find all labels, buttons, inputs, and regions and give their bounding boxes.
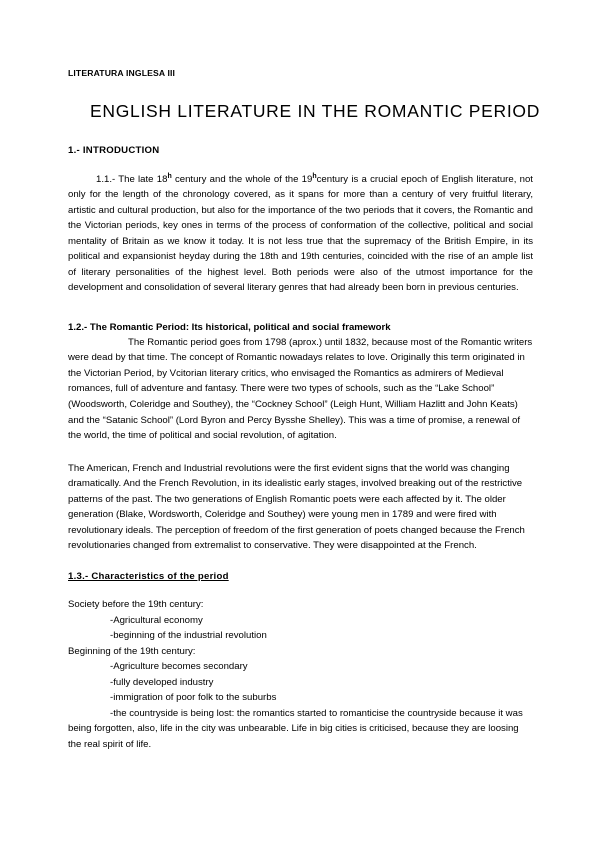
list-lead-before-19th: Society before the 19th century: xyxy=(68,599,204,611)
section-spacer xyxy=(68,554,533,571)
countryside-marker-text: -the countryside is being lost: the romantics started to romanticise the countryside xyxy=(110,707,457,719)
page-title: ENGLISH LITERATURE IN THE ROMANTIC PERIOD xyxy=(90,101,541,122)
ordinal-superscript-19: h xyxy=(312,172,317,180)
section-heading-characteristics: 1.3.- Characteristics of the period xyxy=(68,570,229,582)
intro-text-part-c: century is a crucial epoch of English literature, not only for the length of the chronology covered, as it spans for more than a century of very fruitful literary, artistic and cultural production, but also for the importance of the two periods that it covers, the Romantic and the Victorian periods, key ones in terms of the process of conformation of the collective, political and social mentality of Britain as we know it today. It is not less true that the supremacy of the British Empire, in its political and expansionist heyday during the 18th and 19th centuries, coincided with the rise of an ample list of literary personalities of the highest level. Both periods were also of the utmost importance for the development and consolidation of several literary genres that had already been born in previous centuries. xyxy=(68,173,533,294)
intro-text-part-a: 1.1.- The late 18 xyxy=(96,173,168,185)
paragraph-countryside xyxy=(68,706,533,753)
romantic-period-text: The Romantic period goes from 1798 (aprox.) until 1832, because most of the Romantic writers were dead by that time. The concept of Romantic nowadays relates to love. Originally this term originated in the Victorian Period, by Vcitorian literary critics, who envisaged the Romantics as admirers of Medieval romances, full of adventure and fantasy. There were two types of schools, such as the “Lake School” (Woodsworth, Coleridge and Southey), the “Cockney School” (Leigh Hunt, William Hazlitt and John Keats) and the “Satanic School” (Lord Byron and Percy Bysshe Shelley). This was a time of promise, a renewal of the world, the time of political and social revolution, of agitation. xyxy=(68,336,533,442)
paragraph-introduction xyxy=(68,172,533,296)
intro-text-part-b: century and the whole of the 19 xyxy=(171,173,313,185)
paragraph-revolutions: The American, French and Industrial revolutions were the first evident signs that the world was changing dramatically. And the French Revolution, in its idealistic early stages, involved breaking out of the restrictive patterns of the past. The two generations of English Romantic poets were each affected by it. The older generation (Blake, Wordsworth, Coleridge and Southey) were young men in 1789 and were fired with revolutionary ideals. The perception of freedom of the first generation of poets changed because the French revolutionaries changed from extremalist to conservative. They were disappointed at the French. xyxy=(68,462,525,552)
paragraph-spacer xyxy=(68,444,533,461)
list-item: -fully developed industry xyxy=(110,676,214,688)
characteristics-list xyxy=(68,597,533,706)
list-item: -beginning of the industrial revolution xyxy=(110,630,267,642)
paragraph-romantic-period xyxy=(68,335,533,444)
document-header: LITERATURA INGLESA III xyxy=(68,68,176,78)
list-item: -Agricultural economy xyxy=(110,614,203,626)
list-item: -Agriculture becomes secondary xyxy=(110,661,248,673)
countryside-rest-text: because it was being forgotten, also, life in the city was unbearable. Life in big cities is criticised, because they are loosing the real spirit of life. xyxy=(68,707,523,750)
list-item: -immigration of poor folk to the suburbs xyxy=(110,692,277,704)
section-spacer xyxy=(68,296,533,322)
section-heading-introduction: 1.- INTRODUCTION xyxy=(68,145,160,157)
section-heading-romantic-period: 1.2.- The Romantic Period: Its historical, political and social framework xyxy=(68,321,391,333)
list-lead-beginning-19th: Beginning of the 19th century: xyxy=(68,645,196,657)
ordinal-superscript-18: h xyxy=(167,172,172,180)
